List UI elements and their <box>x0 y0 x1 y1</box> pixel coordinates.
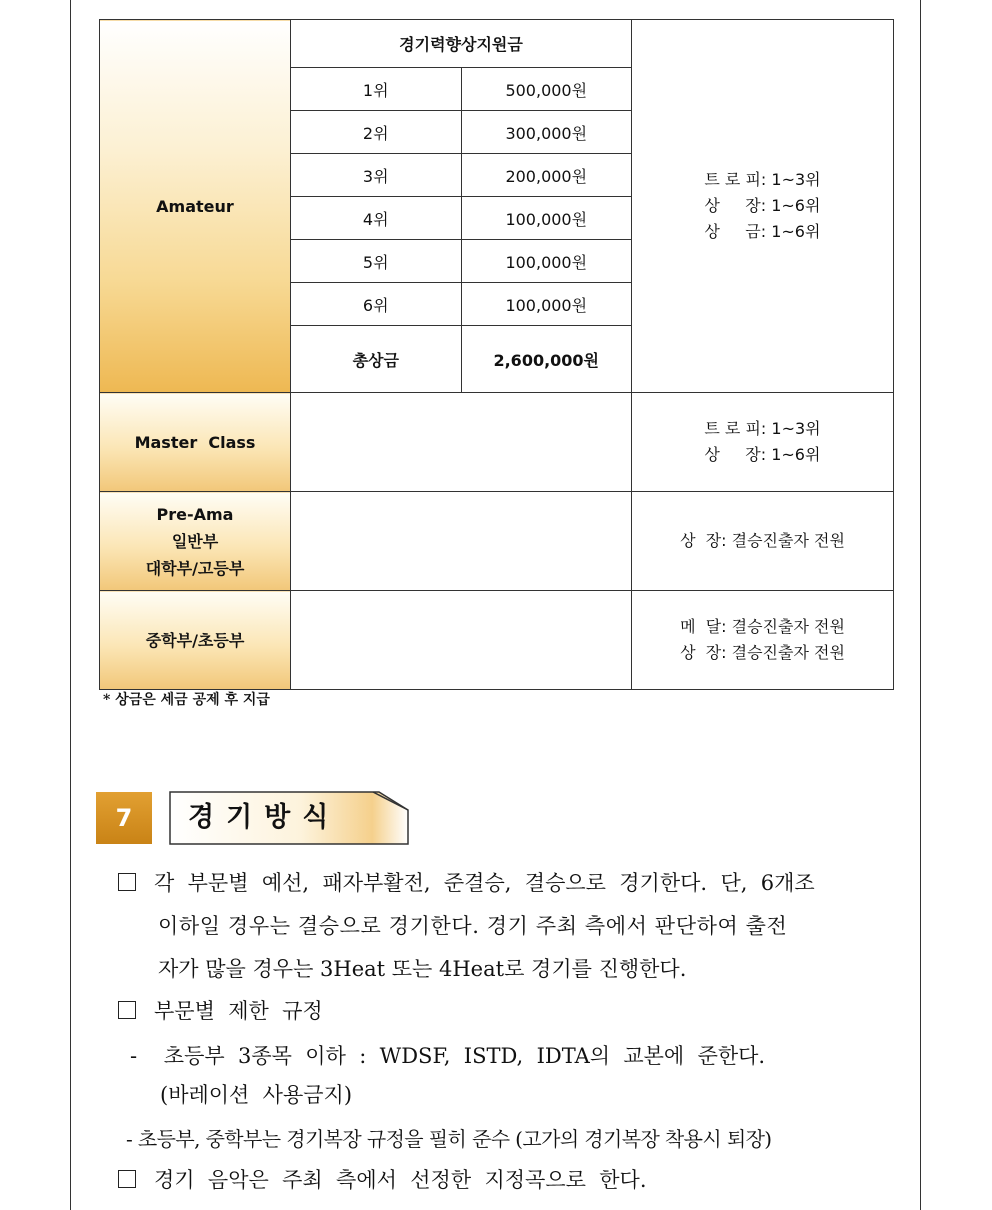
amount-cell: 200,000원 <box>461 154 632 197</box>
award-line: 상 장: 1~6위 <box>704 196 821 215</box>
award-line: 트 로 피: 1~3위 <box>704 419 821 438</box>
award-line: 상 장: 결승진출자 전원 <box>680 643 845 662</box>
category-preama <box>100 492 291 591</box>
rank-cell: 1위 <box>291 68 462 111</box>
empty-cell <box>291 591 632 690</box>
paragraph-1-line-3: 자가 많을 경우는 3Heat 또는 4Heat로 경기를 진행한다. <box>158 957 687 981</box>
rank-cell: 3위 <box>291 154 462 197</box>
checkbox-square-icon <box>118 1170 136 1188</box>
paragraph-3-line-2: (바레이션 사용금지) <box>160 1083 353 1107</box>
award-line: 상 장: 결승진출자 전원 <box>680 531 845 550</box>
award-line: 트 로 피: 1~3위 <box>704 170 821 189</box>
junior-awards <box>632 591 894 690</box>
preama-awards <box>632 492 894 591</box>
paragraph-text: 각 부문별 예선, 패자부활전, 준결승, 결승으로 경기한다. 단, 6개조 <box>154 871 815 895</box>
paragraph-text: 경기 음악은 주최 측에서 선정한 지정곡으로 한다. <box>154 1168 647 1192</box>
rank-cell: 5위 <box>291 240 462 283</box>
footnote: * 상금은 세금 공제 후 지급 <box>103 692 270 708</box>
table-row <box>100 393 894 492</box>
award-line: 상 금: 1~6위 <box>704 222 821 241</box>
paragraph-4: - 초등부, 중학부는 경기복장 규정을 필히 준수 (고가의 경기복장 착용시 퇴장) <box>126 1127 772 1151</box>
paragraph-2 <box>118 995 323 1025</box>
prize-table <box>99 19 894 690</box>
paragraph-1-line-2: 이하일 경우는 결승으로 경기한다. 경기 주최 측에서 판단하여 출전 <box>158 914 788 938</box>
rank-cell: 6위 <box>291 283 462 326</box>
paragraph-3-line-1: - 초등부 3종목 이하 : WDSF, ISTD, IDTA의 교본에 준한다. <box>130 1044 766 1068</box>
amount-cell: 100,000원 <box>461 240 632 283</box>
section-title: 경기방식 <box>188 802 341 833</box>
category-junior: 중학부/초등부 <box>100 591 291 690</box>
amount-cell: 500,000원 <box>461 68 632 111</box>
amount-cell: 100,000원 <box>461 197 632 240</box>
table-row <box>100 591 894 690</box>
rank-cell: 4위 <box>291 197 462 240</box>
award-line: 상 장: 1~6위 <box>704 445 821 464</box>
category-line: 일반부 <box>171 531 219 551</box>
amount-cell: 100,000원 <box>461 283 632 326</box>
amateur-awards <box>632 20 894 393</box>
total-amount: 2,600,000원 <box>461 326 632 393</box>
rank-cell: 2위 <box>291 111 462 154</box>
table-row <box>100 20 894 68</box>
category-line: Pre-Ama <box>156 504 234 524</box>
checkbox-square-icon <box>118 1001 136 1019</box>
section-number: 7 <box>96 792 152 844</box>
category-master: Master Class <box>100 393 291 492</box>
table-row <box>100 492 894 591</box>
award-line: 메 달: 결승진출자 전원 <box>680 617 845 636</box>
empty-cell <box>291 492 632 591</box>
total-label: 총상금 <box>291 326 462 393</box>
empty-cell <box>291 393 632 492</box>
paragraph-text: 부문별 제한 규정 <box>154 999 323 1023</box>
master-awards <box>632 393 894 492</box>
paragraph-5 <box>118 1164 647 1194</box>
amount-cell: 300,000원 <box>461 111 632 154</box>
category-amateur: Amateur <box>100 20 291 393</box>
page-border-left <box>70 0 71 1210</box>
category-line: 대학부/고등부 <box>145 558 245 578</box>
checkbox-square-icon <box>118 873 136 891</box>
paragraph-1-line-1 <box>118 867 815 897</box>
prize-header: 경기력향상지원금 <box>291 20 632 68</box>
page-border-right <box>920 0 921 1210</box>
